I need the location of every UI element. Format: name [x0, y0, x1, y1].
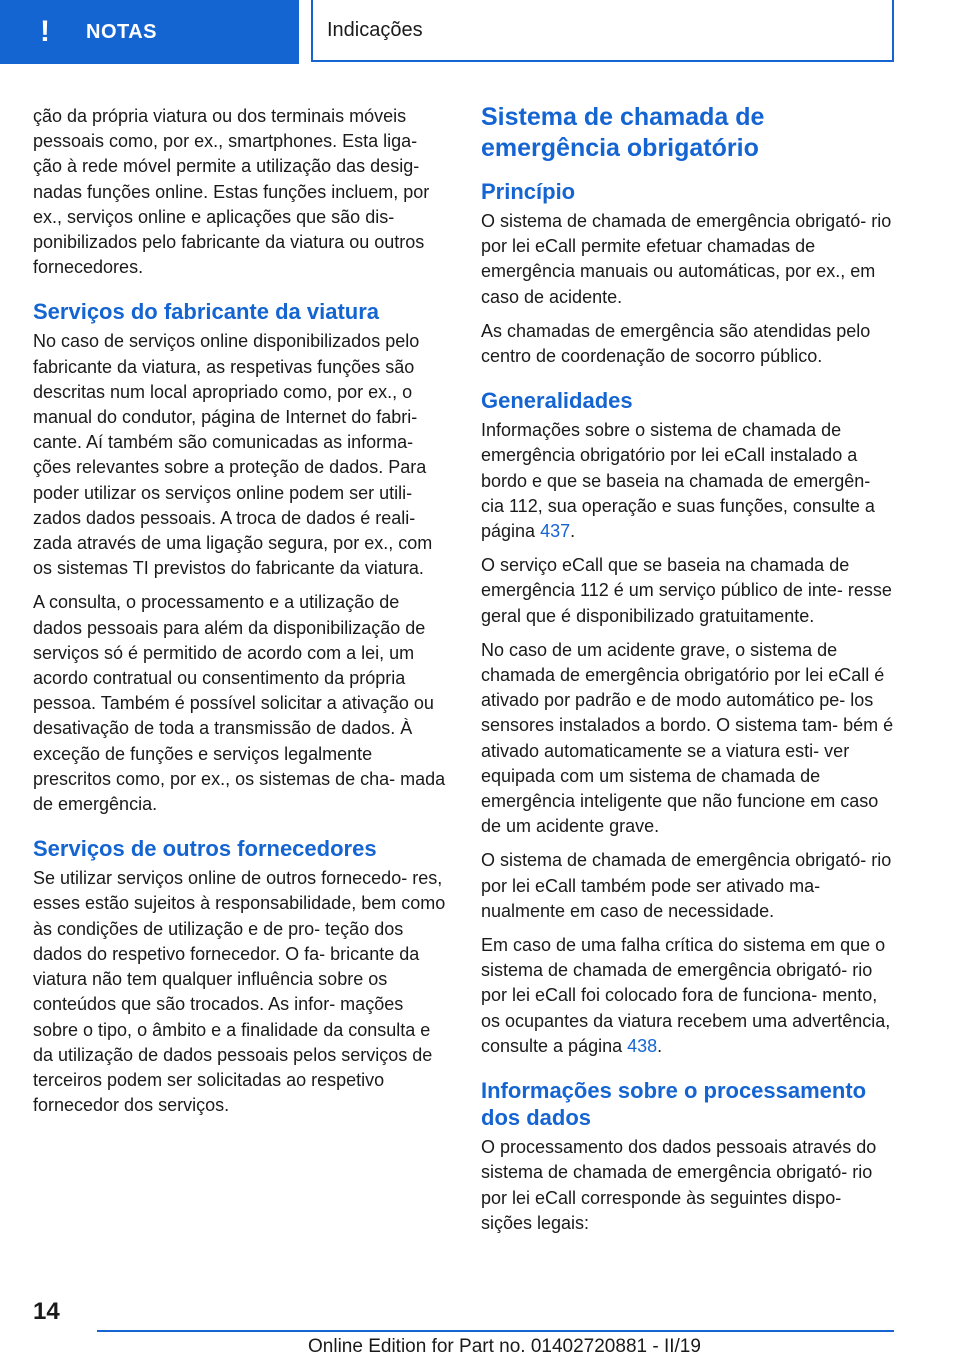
paragraph-end: . — [570, 521, 576, 542]
paragraph: O processamento dos dados pessoais através do sistema de chamada de emergência obrigató- rio por lei eCall corresponde às seguintes dispo- sições legais: — [481, 1137, 877, 1233]
heading-data-processing: Informações sobre o processamento dos dados — [481, 1078, 867, 1131]
paragraph: No caso de serviços online disponibilizados pelo fabricante da viatura, as respetivas funções são descritas num local apropriado como, por ex., o manual do condutor, página de Internet do fabri- cante. Aí também são comunicadas as informa- ções relevantes sobre a proteção de dados. Para poder utilizar os serviços online podem ser utili- zados dados pessoais. A troca de dados é reali- zada através de uma ligação segura, por ex., com os sistemas TI previstos do fabricante da viatura. — [33, 331, 433, 579]
heading-principle: Princípio — [481, 179, 576, 204]
notes-tab — [0, 0, 299, 64]
paragraph: No caso de um acidente grave, o sistema de chamada de emergência obrigatório por lei eCall é ativado por padrão e de modo automático pe- los sensores instalados a bordo. O sistema tam- bém é ativado automaticamente se a viatura esti- ver equipada com um sistema de chamada de emergência inteligente que não funcione em caso de um acidente grave. — [481, 639, 894, 837]
edition-text: Online Edition for Part no. 01402720881 - II/19 — [308, 1336, 701, 1357]
paragraph-text: Em caso de uma falha crítica do sistema em que o sistema de chamada de emergência obrigató- rio por lei eCall foi colocado fora de funciona- mento, os ocupantes da viatura recebem uma advertência, consulte a página — [481, 935, 891, 1056]
paragraph: ção da própria viatura ou dos terminais móveis pessoais como, por ex., smartphones. Esta liga- ção à rede móvel permite a utilização das desig- nadas funções online. Estas funções incluem, por ex., serviços online e aplicações que são dis- ponibilizados pelo fabricante da viatura ou outros fornecedores. — [33, 106, 430, 278]
paragraph: As chamadas de emergência são atendidas pelo centro de coordenação de socorro público. — [481, 320, 871, 367]
footer-divider — [97, 1330, 894, 1332]
paragraph-with-link — [481, 418, 895, 544]
heading-emergency-call-system: Sistema de chamada de emergência obrigatório — [481, 103, 765, 162]
paragraph-text: Informações sobre o sistema de chamada de emergência obrigatório por lei eCall instalado a bordo e que se baseia na chamada de emergên- cia 112, sua operação e suas funções, consulte a página — [481, 420, 875, 542]
notes-tab-label: NOTAS — [86, 20, 158, 43]
left-column — [33, 104, 447, 1127]
page-link-437[interactable]: 437 — [540, 521, 571, 542]
heading-manufacturer-services: Serviços do fabricante da viatura — [33, 299, 380, 325]
heading-other-providers: Serviços de outros fornecedores — [33, 836, 377, 862]
paragraph: Se utilizar serviços online de outros fornecedo- res, esses estão sujeitos à responsabilidade, bem como às condições de utilização e de pro- teção dos dados do respetivo fornecedor. O fa- bricante da viatura não tem qualquer influência sobre os conteúdos que são trocados. As infor- mações sobre o tipo, o âmbito e a finalidade da consulta e da utilização de dados pessoais pelos serviços de terceiros podem ser solicitadas ao respetivo fornecedor dos serviços. — [33, 868, 446, 1116]
paragraph-end: . — [657, 1035, 663, 1056]
paragraph: A consulta, o processamento e a utilização de dados pessoais para além da disponibilização de serviços só é permitido de acordo com a lei, um acordo contratual ou consentimento da própria pessoa. Também é possível solicitar a ativação ou desativação de toda a transmissão de dados. À exceção de funções e serviços legalmente prescritos como, por ex., os sistemas de cha- mada de emergência. — [33, 592, 446, 815]
exclamation-icon: ! — [40, 15, 50, 48]
page-number: 14 — [33, 1298, 60, 1325]
page-link-438[interactable]: 438 — [627, 1035, 658, 1056]
paragraph: O sistema de chamada de emergência obrigató- rio por lei eCall também pode ser ativado ma- nualmente em caso de necessidade. — [481, 850, 892, 921]
paragraph: O sistema de chamada de emergência obrigató- rio por lei eCall permite efetuar chamadas de emergência manuais ou automáticas, por ex., em caso de acidente. — [481, 211, 892, 307]
section-header — [311, 0, 894, 62]
paragraph-with-link — [481, 933, 895, 1059]
heading-general: Generalidades — [481, 388, 633, 414]
right-column — [481, 104, 895, 1245]
section-title: Indicações — [327, 18, 423, 41]
paragraph: O serviço eCall que se baseia na chamada de emergência 112 é um serviço público de inte- resse geral que é disponibilizado gratuitamente. — [481, 555, 892, 626]
